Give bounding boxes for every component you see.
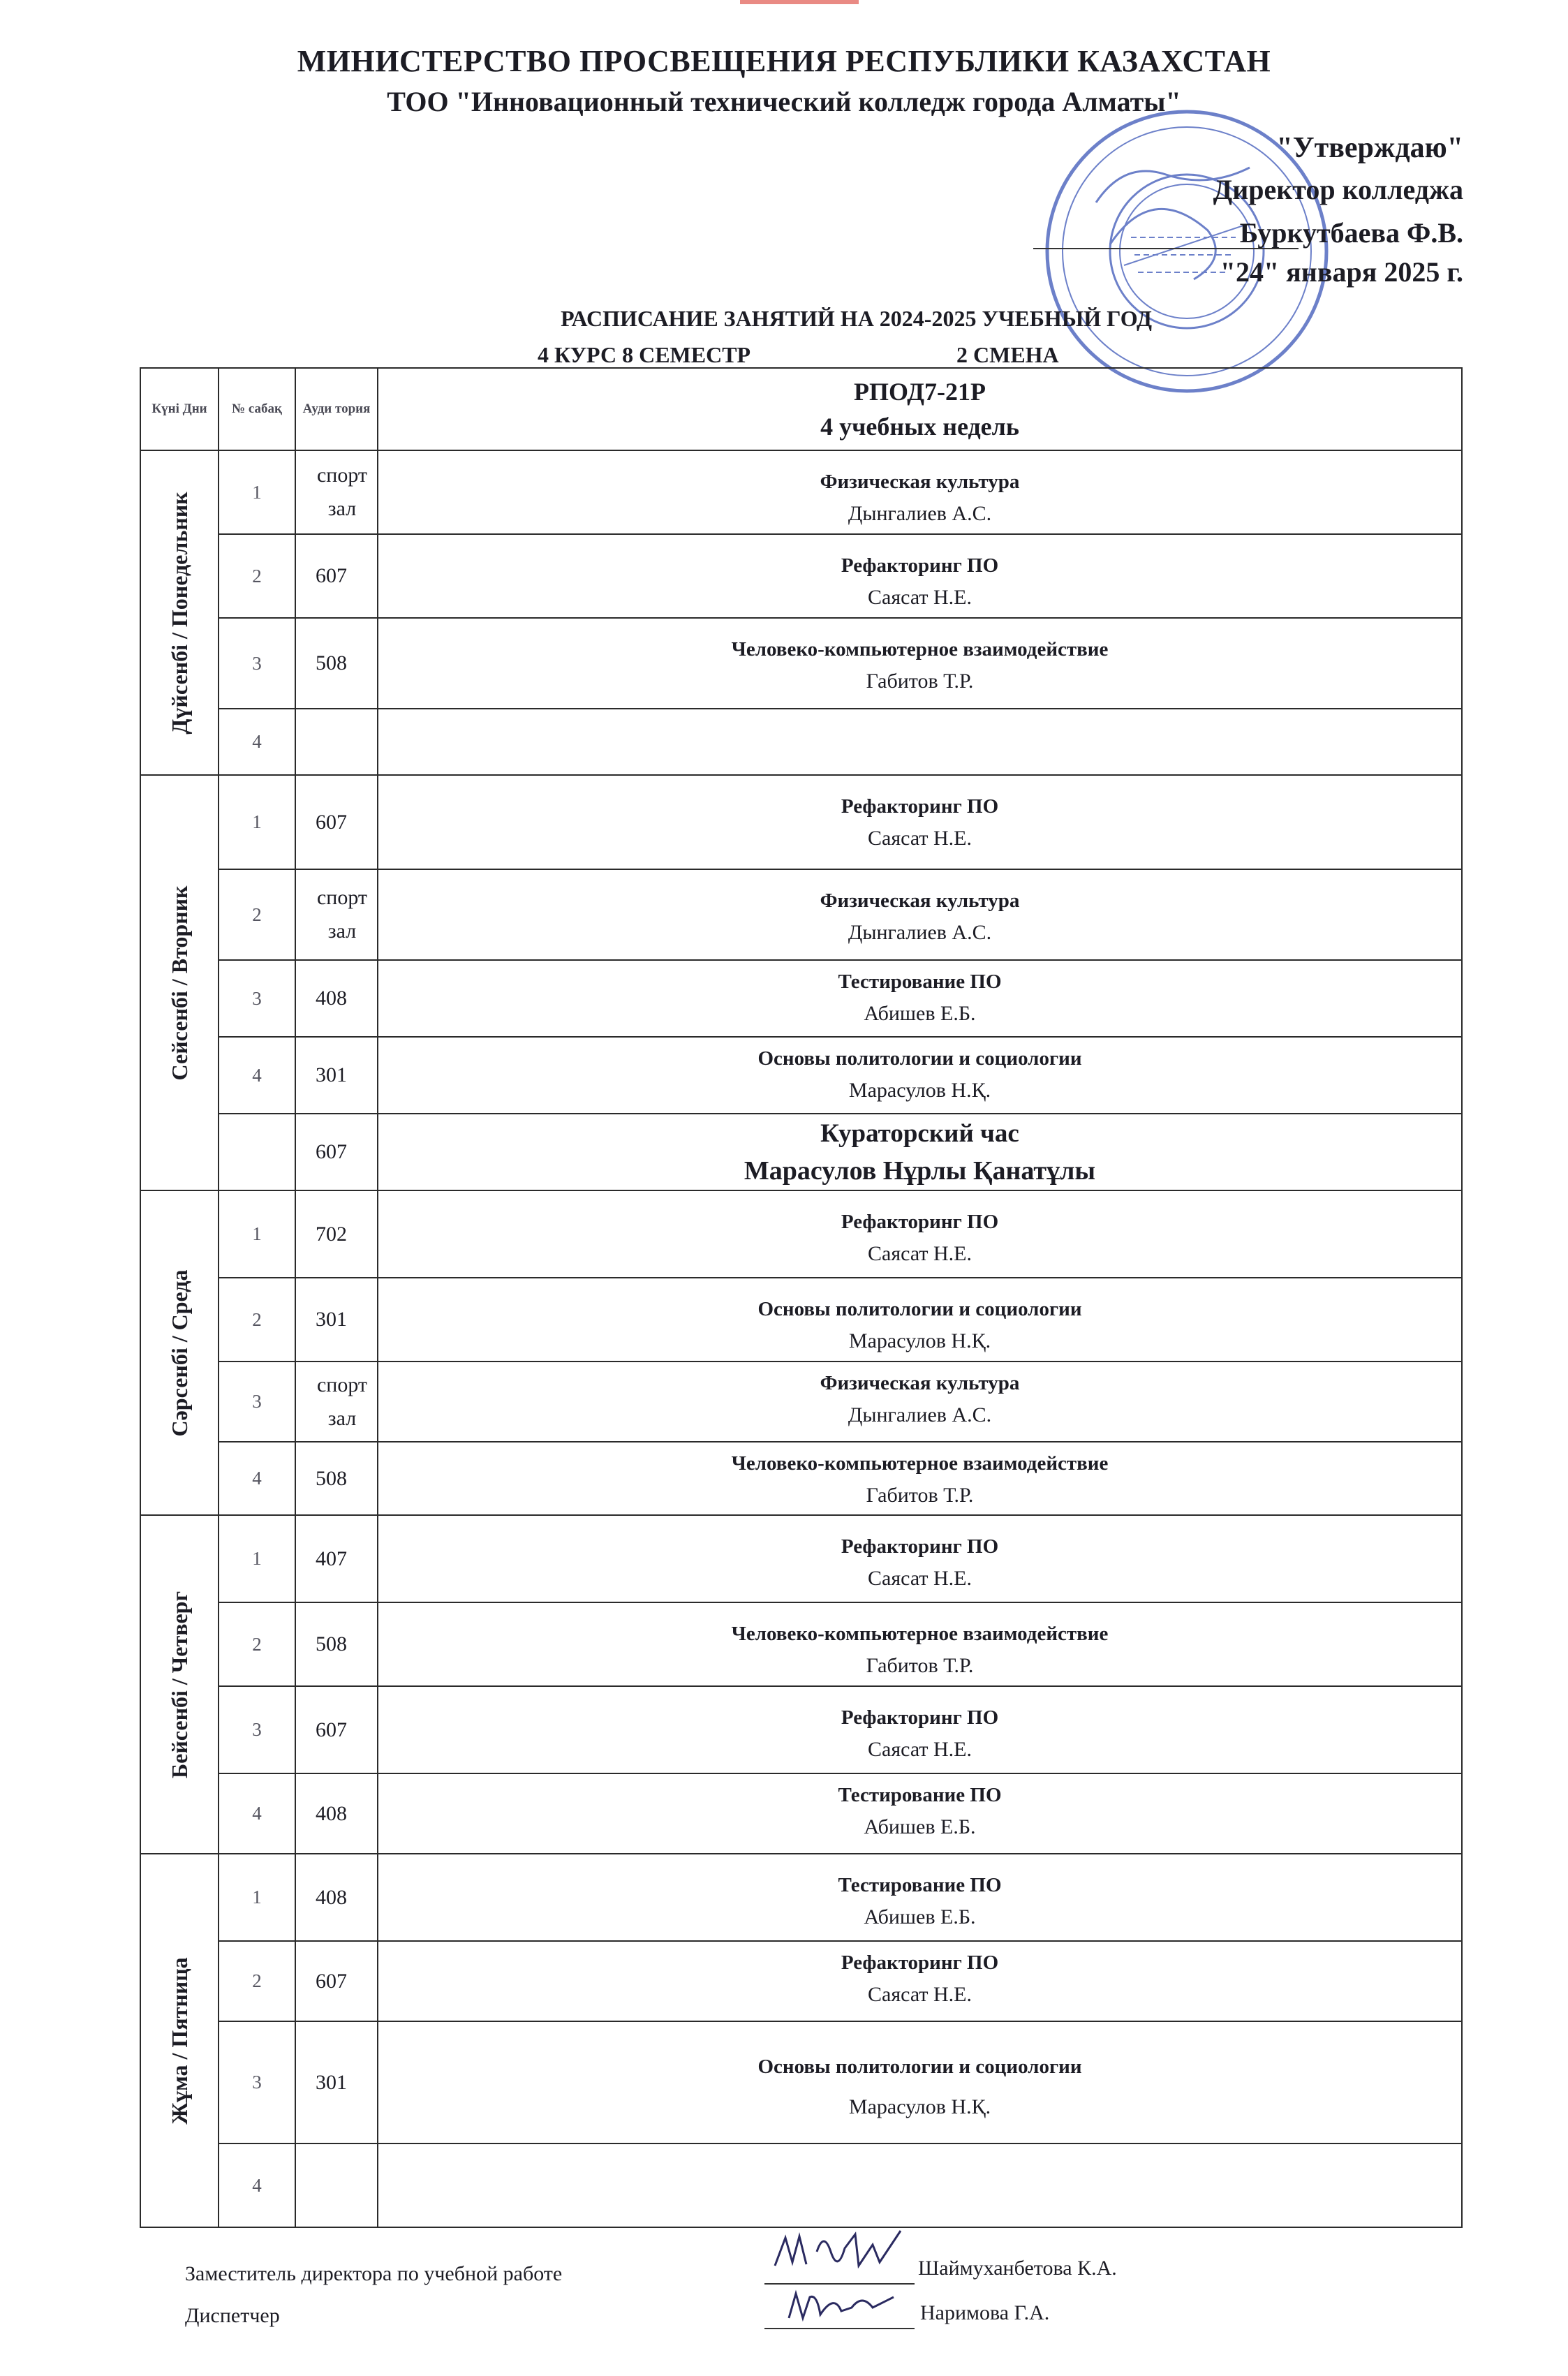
schedule-title: РАСПИСАНИЕ ЗАНЯТИЙ НА 2024-2025 УЧЕБНЫЙ ГОД — [561, 306, 1152, 331]
lesson-subject: Человеко-компьютерное взаимодействие — [731, 1623, 1109, 1645]
table-header-row — [140, 368, 1462, 450]
lesson-subject: Рефакторинг ПО — [841, 1706, 999, 1729]
lesson-room: 301 — [295, 1037, 378, 1114]
lesson-room: 407 — [295, 1515, 378, 1602]
table-row — [140, 1941, 1462, 2021]
lesson-cell — [378, 2143, 1462, 2227]
day-label: Бейсенбі / Четверг — [167, 1591, 192, 1778]
lesson-subject: Рефакторинг ПО — [841, 1535, 999, 1558]
lesson-number: 2 — [219, 1941, 295, 2021]
table-row — [140, 1773, 1462, 1854]
table-row — [140, 960, 1462, 1037]
dispatcher-signature-icon — [782, 2283, 901, 2332]
lesson-room: 408 — [295, 1773, 378, 1854]
group-header — [378, 368, 1462, 450]
lesson-number: 4 — [219, 709, 295, 775]
lesson-cell — [378, 450, 1462, 534]
table-row — [140, 869, 1462, 960]
lesson-room: 301 — [295, 2021, 378, 2143]
lesson-cell — [378, 1686, 1462, 1773]
table-row — [140, 1854, 1462, 1941]
approval-date: "24" января 2025 г. — [1220, 256, 1463, 288]
lesson-teacher: Саясат Н.Е. — [868, 1738, 972, 1761]
lesson-room: 408 — [295, 1854, 378, 1941]
day-label: Сейсенбі / Вторник — [167, 885, 192, 1080]
day-monday — [140, 450, 219, 775]
table-row — [140, 1515, 1462, 1602]
lesson-cell — [378, 1515, 1462, 1602]
col-num-header: № сабақ — [219, 368, 295, 450]
lesson-number: 4 — [219, 1037, 295, 1114]
approval-position: Директор колледжа — [1213, 174, 1463, 205]
lesson-teacher: Габитов Т.Р. — [866, 1484, 974, 1507]
table-row — [140, 450, 1462, 534]
lesson-number: 3 — [219, 960, 295, 1037]
day-friday — [140, 1854, 219, 2227]
curator-name: Марасулов Нұрлы Қанатұлы — [744, 1156, 1096, 1186]
lesson-teacher: Саясат Н.Е. — [868, 1567, 972, 1590]
lesson-cell — [378, 709, 1462, 775]
lesson-number: 3 — [219, 2021, 295, 2143]
lesson-subject: Физическая культура — [820, 1372, 1020, 1394]
day-label: Жұма / Пятница — [167, 1956, 192, 2125]
lesson-number — [219, 1114, 295, 1190]
approval-signature-line — [1033, 248, 1299, 249]
lesson-subject: Рефакторинг ПО — [841, 1211, 999, 1233]
lesson-subject: Тестирование ПО — [838, 971, 1002, 993]
lesson-teacher: Абишев Е.Б. — [864, 1815, 976, 1838]
lesson-number: 1 — [219, 1854, 295, 1941]
lesson-number: 1 — [219, 450, 295, 534]
lesson-subject: Рефакторинг ПО — [841, 795, 999, 818]
lesson-number: 2 — [219, 1602, 295, 1686]
lesson-room: 408 — [295, 960, 378, 1037]
lesson-number: 1 — [219, 1515, 295, 1602]
lesson-room: 607 — [295, 534, 378, 618]
table-row — [140, 1190, 1462, 1278]
schedule-shift: 2 СМЕНА — [956, 342, 1059, 367]
lesson-subject: Человеко-компьютерное взаимодействие — [731, 638, 1109, 661]
lesson-teacher: Габитов Т.Р. — [866, 670, 974, 693]
lesson-room — [295, 709, 378, 775]
lesson-cell — [378, 1442, 1462, 1515]
lesson-room: спорт зал — [295, 869, 378, 960]
day-tuesday — [140, 775, 219, 1190]
lesson-cell — [378, 1037, 1462, 1114]
day-label: Дүйсенбі / Понедельник — [167, 491, 192, 735]
table-row — [140, 1602, 1462, 1686]
day-label: Сәрсенбі / Среда — [167, 1269, 192, 1436]
lesson-number: 1 — [219, 1190, 295, 1278]
lesson-teacher: Абишев Е.Б. — [864, 1002, 976, 1025]
lesson-subject: Физическая культура — [820, 471, 1020, 493]
table-row — [140, 709, 1462, 775]
table-row — [140, 1442, 1462, 1515]
curator-row — [140, 1114, 1462, 1190]
col-day-header: Күні Дни — [140, 368, 219, 450]
lesson-cell — [378, 618, 1462, 709]
lesson-cell — [378, 1854, 1462, 1941]
lesson-number: 3 — [219, 618, 295, 709]
day-wednesday — [140, 1190, 219, 1515]
lesson-number: 3 — [219, 1686, 295, 1773]
lesson-number: 2 — [219, 869, 295, 960]
table-row — [140, 1362, 1462, 1442]
deputy-director-name: Шаймуханбетова К.А. — [918, 2257, 1117, 2280]
lesson-cell — [378, 2021, 1462, 2143]
college-name: ТОО "Инновационный технический колледж города Алматы" — [387, 86, 1181, 117]
table-row — [140, 2021, 1462, 2143]
lesson-room: спорт зал — [295, 450, 378, 534]
lesson-teacher: Дынгалиев А.С. — [848, 1403, 992, 1426]
lesson-room — [295, 2143, 378, 2227]
lesson-room: 607 — [295, 1686, 378, 1773]
day-thursday — [140, 1515, 219, 1854]
lesson-room: 607 — [295, 1941, 378, 2021]
lesson-number: 2 — [219, 534, 295, 618]
deputy-signature-icon — [768, 2224, 915, 2280]
lesson-subject: Основы политологии и социологии — [757, 2056, 1082, 2078]
lesson-cell — [378, 1602, 1462, 1686]
lesson-teacher: Саясат Н.Е. — [868, 827, 972, 850]
dispatcher-name: Наримова Г.А. — [920, 2301, 1050, 2324]
lesson-room: 508 — [295, 618, 378, 709]
lesson-subject: Тестирование ПО — [838, 1784, 1002, 1806]
lesson-teacher: Саясат Н.Е. — [868, 1242, 972, 1265]
lesson-room: 702 — [295, 1190, 378, 1278]
group-code: РПОД7-21Р — [854, 378, 986, 406]
lesson-cell — [378, 775, 1462, 869]
curator-cell — [378, 1114, 1462, 1190]
lesson-number: 4 — [219, 1773, 295, 1854]
lesson-number: 2 — [219, 1278, 295, 1362]
approval-name: Буркутбаева Ф.В. — [1239, 217, 1463, 249]
lesson-subject: Тестирование ПО — [838, 1874, 1002, 1896]
lesson-subject: Основы политологии и социологии — [757, 1047, 1082, 1070]
lesson-teacher: Габитов Т.Р. — [866, 1654, 974, 1677]
lesson-cell — [378, 1362, 1462, 1442]
ministry-title: МИНИСТЕРСТВО ПРОСВЕЩЕНИЯ РЕСПУБЛИКИ КАЗАХСТАН — [297, 44, 1271, 78]
lesson-teacher: Марасулов Н.Қ. — [848, 1079, 991, 1102]
lesson-room: 508 — [295, 1602, 378, 1686]
col-room-header: Ауди тория — [295, 368, 378, 450]
table-row — [140, 534, 1462, 618]
lesson-subject: Основы политологии и социологии — [757, 1298, 1082, 1320]
lesson-room: 301 — [295, 1278, 378, 1362]
lesson-subject: Человеко-компьютерное взаимодействие — [731, 1452, 1109, 1475]
lesson-subject: Рефакторинг ПО — [841, 554, 999, 577]
schedule-course: 4 КУРС 8 СЕМЕСТР — [538, 342, 751, 367]
schedule-table — [140, 367, 1463, 2228]
lesson-cell — [378, 1941, 1462, 2021]
table-row — [140, 1037, 1462, 1114]
lesson-cell — [378, 1773, 1462, 1854]
lesson-teacher: Дынгалиев А.С. — [848, 502, 992, 525]
curator-room: 607 — [295, 1114, 378, 1190]
lesson-cell — [378, 1278, 1462, 1362]
lesson-number: 4 — [219, 1442, 295, 1515]
table-row — [140, 2143, 1462, 2227]
lesson-number: 3 — [219, 1362, 295, 1442]
dispatcher-signature-line — [764, 2328, 915, 2329]
lesson-room: 508 — [295, 1442, 378, 1515]
dispatcher-label: Диспетчер — [185, 2304, 280, 2327]
lesson-teacher: Дынгалиев А.С. — [848, 921, 992, 944]
lesson-cell — [378, 534, 1462, 618]
lesson-teacher: Марасулов Н.Қ. — [848, 1329, 991, 1352]
top-color-band — [740, 0, 859, 4]
lesson-cell — [378, 1190, 1462, 1278]
lesson-subject: Рефакторинг ПО — [841, 1951, 999, 1974]
lesson-teacher: Марасулов Н.Қ. — [848, 2095, 991, 2118]
lesson-subject: Физическая культура — [820, 890, 1020, 912]
lesson-number: 4 — [219, 2143, 295, 2227]
curator-title: Кураторский час — [820, 1119, 1019, 1148]
lesson-teacher: Абишев Е.Б. — [864, 1905, 976, 1928]
table-row — [140, 1686, 1462, 1773]
lesson-teacher: Саясат Н.Е. — [868, 1983, 972, 2006]
deputy-director-label: Заместитель директора по учебной работе — [185, 2262, 563, 2285]
table-row — [140, 618, 1462, 709]
table-row — [140, 1278, 1462, 1362]
lesson-teacher: Саясат Н.Е. — [868, 586, 972, 609]
lesson-cell — [378, 960, 1462, 1037]
lesson-room: 607 — [295, 775, 378, 869]
lesson-room: спорт зал — [295, 1362, 378, 1442]
lesson-cell — [378, 869, 1462, 960]
approval-title: "Утверждаю" — [1276, 132, 1463, 164]
table-row — [140, 775, 1462, 869]
lesson-number: 1 — [219, 775, 295, 869]
weeks-count: 4 учебных недель — [820, 413, 1019, 441]
